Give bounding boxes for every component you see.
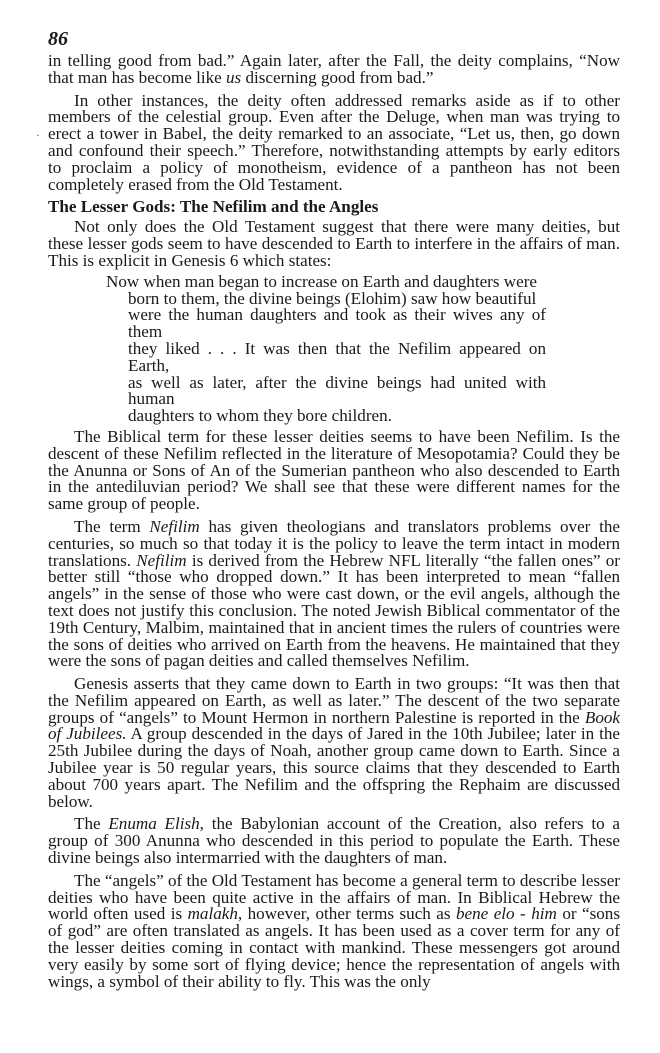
quote-line: born to them, the divine beings (Elohim) saw how beautiful bbox=[128, 288, 537, 308]
paragraph-3: Not only does the Old Testament suggest that there were many deities, but these lesser gods seem to have descended to Earth to interfere in the affairs of man. This is explicit in Genesis 6 which states: bbox=[48, 217, 620, 270]
paragraph-5: The term Nefilim has given theologians and translators problems over the centuries, so much so that today it is the policy to leave the term intact in modern translations. Nefilim is derived from the Hebrew NFL literally “the fallen ones” or better still “those who dropped down.” It has been interpreted to mean “fallen angels” in the sense of those who were cast down, or the evil angels, although the text does not justify this conclusion. The noted Jewish Biblical commentator of the 19th Century, Malbim, maintained that in ancient times the rulers of countries were the sons of deities who arrived on Earth from the heavens. He maintained that they were the sons of pagan deities and called themselves Nefilim. bbox=[48, 516, 620, 671]
quote-line: as well as later, after the divine beings had united with human bbox=[128, 372, 546, 409]
paragraph-8: The “angels” of the Old Testament has become a general term to describe lesser deities who have been quite active in the affairs of man. In Biblical Hebrew the world often used is malakh, however, other terms such as bene elo - him or “sons of god” are often translated as angels. It has been used as a cover term for any of the lesser deities coming in contact with mankind. These messengers got around very easily by some sort of flying device; hence the representation of angels with wings, a symbol of their ability to fly. This was the only bbox=[48, 870, 620, 991]
quote-line: were the human daughters and took as their wives any of them bbox=[128, 305, 546, 342]
margin-dot: · bbox=[36, 128, 40, 142]
genesis-quote bbox=[106, 271, 546, 426]
quote-line: they liked . . . It was then that the Nefilim appeared on Earth, bbox=[128, 338, 546, 375]
section-heading: The Lesser Gods: The Nefilim and the Angles bbox=[48, 197, 379, 217]
paragraph-4: The Biblical term for these lesser deities seems to have been Nefilim. Is the descent of these Nefilim reflected in the literature of Mesopotamia? Could they be the Anunna or Sons of An of the Sumerian pantheon who also descended to Earth in the antediluvian period? We shall see that these were different names for the same group of people. bbox=[48, 426, 620, 514]
quote-line: Now when man began to increase on Earth and daughters were bbox=[106, 271, 537, 291]
paragraph-6: Genesis asserts that they came down to Earth in two groups: “It was then that the Nefilim appeared on Earth, as well as later.” The descent of the two separate groups of “angels” to Mount Hermon in northern Palestine is reported in the Book of Jubilees. A group descended in the days of Jared in the 10th Jubilee; later in the 25th Jubilee during the days of Noah, another group came down to Earth. Since a Jubilee year is 50 regular years, this source claims that they descended to Earth about 700 years apart. The Nefilim and the offspring the Rephaim are discussed below. bbox=[48, 674, 620, 811]
page-number: 86 bbox=[48, 28, 68, 50]
paragraph-7: The Enuma Elish, the Babylonian account of the Creation, also refers to a group of 300 Anunna who descended in this period to populate the Earth. These divine beings also intermarried with the daughters of man. bbox=[48, 814, 620, 868]
paragraph-1: in telling good from bad.” Again later, after the Fall, the deity complains, “Now that man has become like us discerning good from bad.” bbox=[48, 51, 620, 87]
paragraph-2: In other instances, the deity often addressed remarks aside as if to other members of the celestial group. Even after the Deluge, when man was trying to erect a tower in Babel, the deity remarked to an associate, “Let us, then, go down and confound their speech.” Therefore, notwithstanding attempts by early editors to proclaim a policy of monotheism, evidence of a pantheon has not been completely erased from the Old Testament. bbox=[48, 90, 620, 194]
quote-line: daughters to whom they bore children. bbox=[128, 406, 392, 426]
